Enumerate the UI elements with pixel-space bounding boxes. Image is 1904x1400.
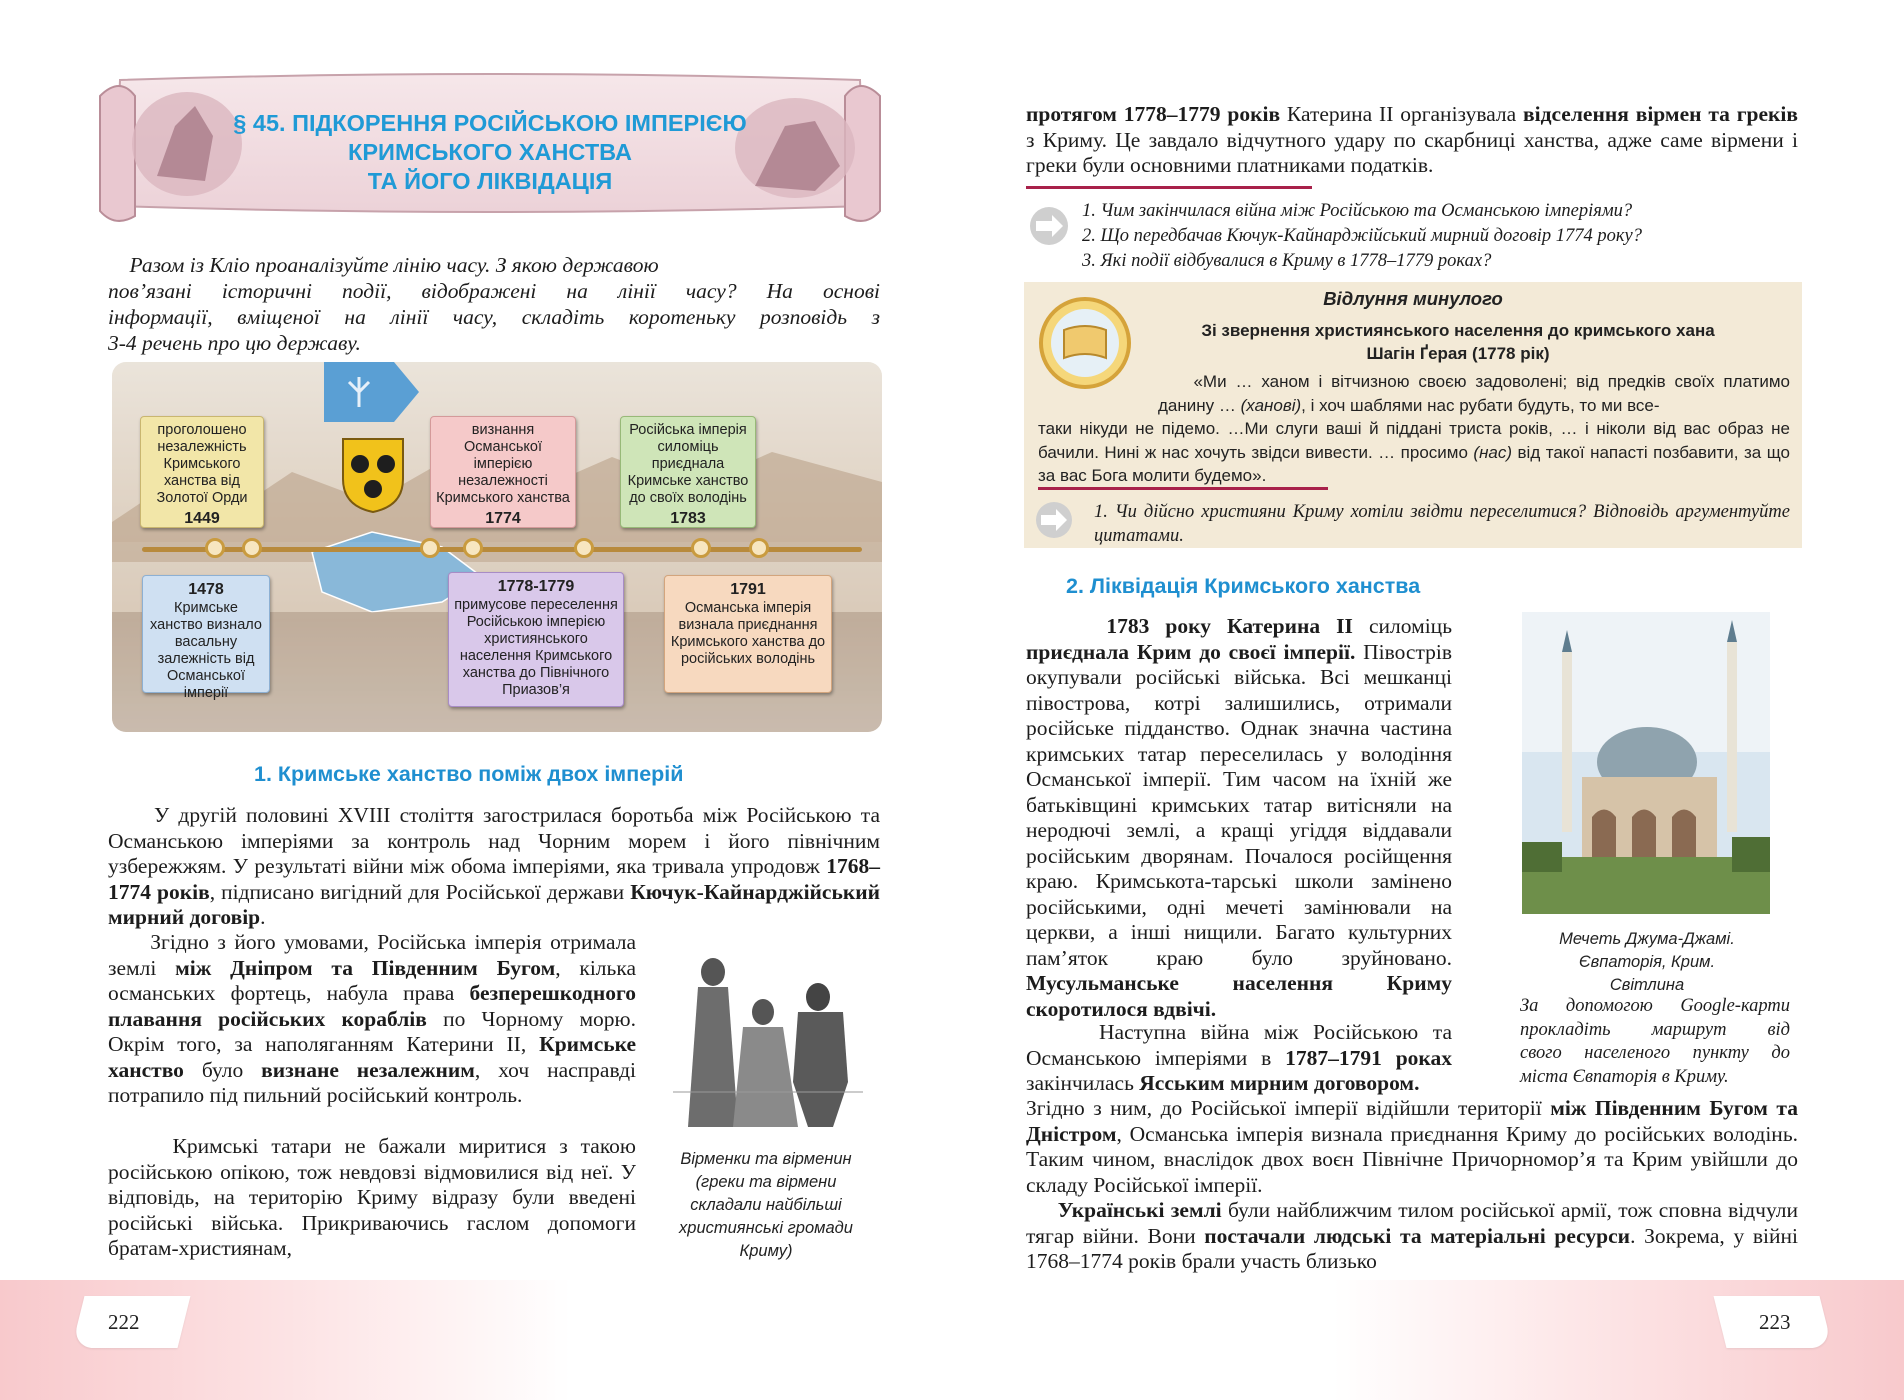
event-text: проголошено незалежність Кримського ханства від Золотої Орди xyxy=(156,422,248,506)
chapter-header-banner xyxy=(95,66,885,228)
section1-paragraph-1: У другій половині XVIII століття загострилася боротьба між Російською та Османською імперіями за контроль над Чорним морем і його північним узбережжям. У результаті війни між обома імперіями, яка тривала упродовж 1768–1774 років, підписано вигідний для Російської держави Кючук-Кайнарджійський мирний договір. xyxy=(108,803,880,929)
question-3: 3. Які події відбувалися в Криму в 1778–1779 роках? xyxy=(1082,251,1492,271)
armenians-caption xyxy=(660,1148,872,1263)
arrow-right-icon xyxy=(1028,205,1070,247)
question-1: 1. Чим закінчилася війна між Російською та Османською імперіями? xyxy=(1082,201,1633,221)
event-text: Кримське ханство визнало васальну залежність від Османської імперії xyxy=(150,600,262,701)
section2-paragraph-3: Українські землі були найближчим тилом російської армії, тож сповна відчули тягар війни. Вони постачали людські та матеріальні ресурси. Зокрема, у війні 1768–1774 років брали участь близько xyxy=(1026,1198,1799,1273)
event-text: Російська імперія силоміць приєднала Кримське ханство до своїх володінь xyxy=(627,422,749,506)
caption-line: складали найбільші xyxy=(690,1196,842,1214)
juma-jami-mosque-photo xyxy=(1522,612,1770,914)
section1-title: 1. Кримське ханство поміж двох імперій xyxy=(254,762,684,786)
timeline-marker xyxy=(574,538,594,558)
timeline-event-1783 xyxy=(620,416,756,528)
timeline-marker xyxy=(749,538,769,558)
section1-paragraph-2: Згідно з його умовами, Російська імперія отримала землі між Дніпром та Південним Бугом, кілька османських фортець, набула права безперешкодного плавання російських кораблів по Чорному морю. Окрім того, за наполяганням Катерини ІІ, Кримське ханство було визнане незалежним, хоч насправді потрапило під пильний російський контроль. xyxy=(108,930,637,1107)
echo-box-subtitle-1: Зі звернення християнського населення до кримського хана xyxy=(1201,321,1715,340)
event-year: 1791 xyxy=(730,581,766,598)
divider-rule xyxy=(1026,186,1312,189)
event-year: 1783 xyxy=(670,510,706,527)
event-text: Османська імперія визнала приєднання Кримського ханства до російських володінь xyxy=(670,600,826,667)
timeline-event-1774 xyxy=(430,416,576,528)
arrow-right-icon xyxy=(1034,500,1074,540)
intro-line-4: 3-4 речень про цю державу. xyxy=(108,331,361,355)
timeline-marker xyxy=(420,538,440,558)
caption-line: Світлина xyxy=(1609,976,1685,994)
mosque-caption xyxy=(1512,928,1782,997)
armenians-engraving-image xyxy=(673,942,863,1132)
event-year: 1774 xyxy=(485,510,521,527)
caption-line: Вірменки та вірменин xyxy=(680,1150,852,1168)
timeline-marker xyxy=(463,538,483,558)
section2-title: 2. Ліквідація Кримського ханства xyxy=(1066,574,1421,598)
event-text: визнання Османської імперією незалежності Кримського ханства xyxy=(436,422,570,506)
intro-line-3: інформації, вміщеної на лінії часу, складіть коротеньку розповідь з xyxy=(108,305,880,329)
task-line: свого населеного пункту до xyxy=(1520,1043,1790,1063)
event-year: 1478 xyxy=(188,581,224,598)
echo-box-title: Відлуння минулого xyxy=(1323,288,1503,309)
echo-box-quote: «Ми … ханом і вітчизною своєю задоволені; від предків своїх платимо данину … (ханові), і хоч шаблями нас рубати будуть, то ми все- таки нікуди не підемо. …Ми слуги ваші й піддані триста років, … і ніколи від вас образ не бачили. Нині ж нас хочуть звідси вивести. … просимо (нас) від такої напасті позбавити, за що за вас Бога молити будемо». xyxy=(1038,372,1790,485)
chapter-title-line1: § 45. ПІДКОРЕННЯ РОСІЙСЬКОЮ ІМПЕРІЄЮ xyxy=(233,110,747,136)
echo-box-subtitle-2: Шагін Ґерая (1778 рік) xyxy=(1366,344,1550,363)
caption-line: Мечеть Джума-Джамі. xyxy=(1559,930,1735,948)
timeline-marker xyxy=(691,538,711,558)
echo-divider-rule xyxy=(1038,487,1328,490)
intro-line-2: пов’язані історичні події, відображені на лінії часу? На основі xyxy=(108,279,880,303)
event-year: 1778-1779 xyxy=(497,578,575,595)
timeline-marker xyxy=(242,538,262,558)
section2-paragraph-1: 1783 року Катерина ІІ силоміць приєднала Крим до своєї імперії. Півострів окупували російські війська. Всі мешканці півострова, котрі залишились, отримали російське підданство. Однак значна частина кримських татар переселилась у володіння Османської імперії. Тим часом на їхній же батьківщині кримських татар витісняли на неродючі землі, а кращі угіддя віддавали російським дворянам. Почалося російщення краю. Кримськота-тарські школи замінено російськими, одні мечеті замінювали на церкви, а інші нищили. Багато культурних пам’яток краю було зруйновано. Мусульманське населення Криму скоротилося вдвічі. xyxy=(1026,614,1453,1021)
timeline-event-1449 xyxy=(140,416,264,528)
caption-line: християнські громади xyxy=(679,1219,853,1237)
echo-of-past-box xyxy=(1024,282,1802,548)
intro-line-1: Разом із Кліо проаналізуйте лінію часу. З якою державою xyxy=(108,253,659,277)
task-line: міста Євпаторія в Криму. xyxy=(1520,1066,1729,1087)
section2-paragraph-2-cont: Згідно з ним, до Російської імперії відійшли території між Південним Бугом та Дністром, Османська імперія визнала приєднання Криму до російських володінь. Таким чином, внаслідок двох воєн Північне Причорномор’я та Крим увійшли до складу Російської імперії. xyxy=(1026,1096,1798,1197)
section1-paragraph-3: Кримські татари не бажали миритися з такою російською опікою, тож невдовзі відмовилися від неї. У відповідь, на територію Криму відразу були введені російські війська. Прикриваючись гаслом допомоги братам-християнам, xyxy=(108,1134,636,1260)
chapter-title-line2: КРИМСЬКОГО ХАНСТВА xyxy=(348,139,632,165)
continuation-paragraph: протягом 1778–1779 років Катерина ІІ організувала відселення вірмен та греків з Криму. Це завдало відчутного удару по скарбниці ханства, адже саме вірмени і греки були основними платниками податків. xyxy=(1026,102,1798,177)
event-text: примусове переселення Російською імперією християнського населення Кримського ханства до Північного Приазов’я xyxy=(454,597,618,698)
timeline-marker xyxy=(205,538,225,558)
right-page xyxy=(952,0,1904,1400)
google-map-task xyxy=(1520,995,1790,1089)
timeline-event-1778-1779 xyxy=(448,572,624,707)
caption-line: Євпаторія, Крим. xyxy=(1578,953,1716,971)
page-number: 223 xyxy=(1759,1310,1791,1334)
caption-line: (греки та вірмени xyxy=(695,1173,837,1191)
section2-paragraph-2: Наступна війна між Російською та Османською імперіями в 1787–1791 роках закінчилась Ясським мирним договором. xyxy=(1026,1020,1452,1095)
question-2: 2. Що передбачав Кючук-Кайнарджійський мирний договір 1774 року? xyxy=(1082,226,1643,246)
echo-box-question: 1. Чи дійсно християни Криму хотіли звідти переселитися? Відповідь аргументуйте цитатами. xyxy=(1094,502,1790,546)
caption-line: Криму) xyxy=(739,1242,793,1260)
page-number: 222 xyxy=(108,1310,140,1334)
task-line: прокладіть маршрут від xyxy=(1520,1019,1790,1040)
coat-of-arms-icon xyxy=(338,434,408,514)
timeline-event-1478 xyxy=(142,575,270,701)
task-line: За допомогою Google-карти xyxy=(1520,996,1790,1016)
chapter-title-line3: ТА ЙОГО ЛІКВІДАЦІЯ xyxy=(367,168,613,194)
event-year: 1449 xyxy=(184,510,220,527)
timeline-illustration xyxy=(112,362,882,732)
timeline-event-1791 xyxy=(664,575,832,693)
